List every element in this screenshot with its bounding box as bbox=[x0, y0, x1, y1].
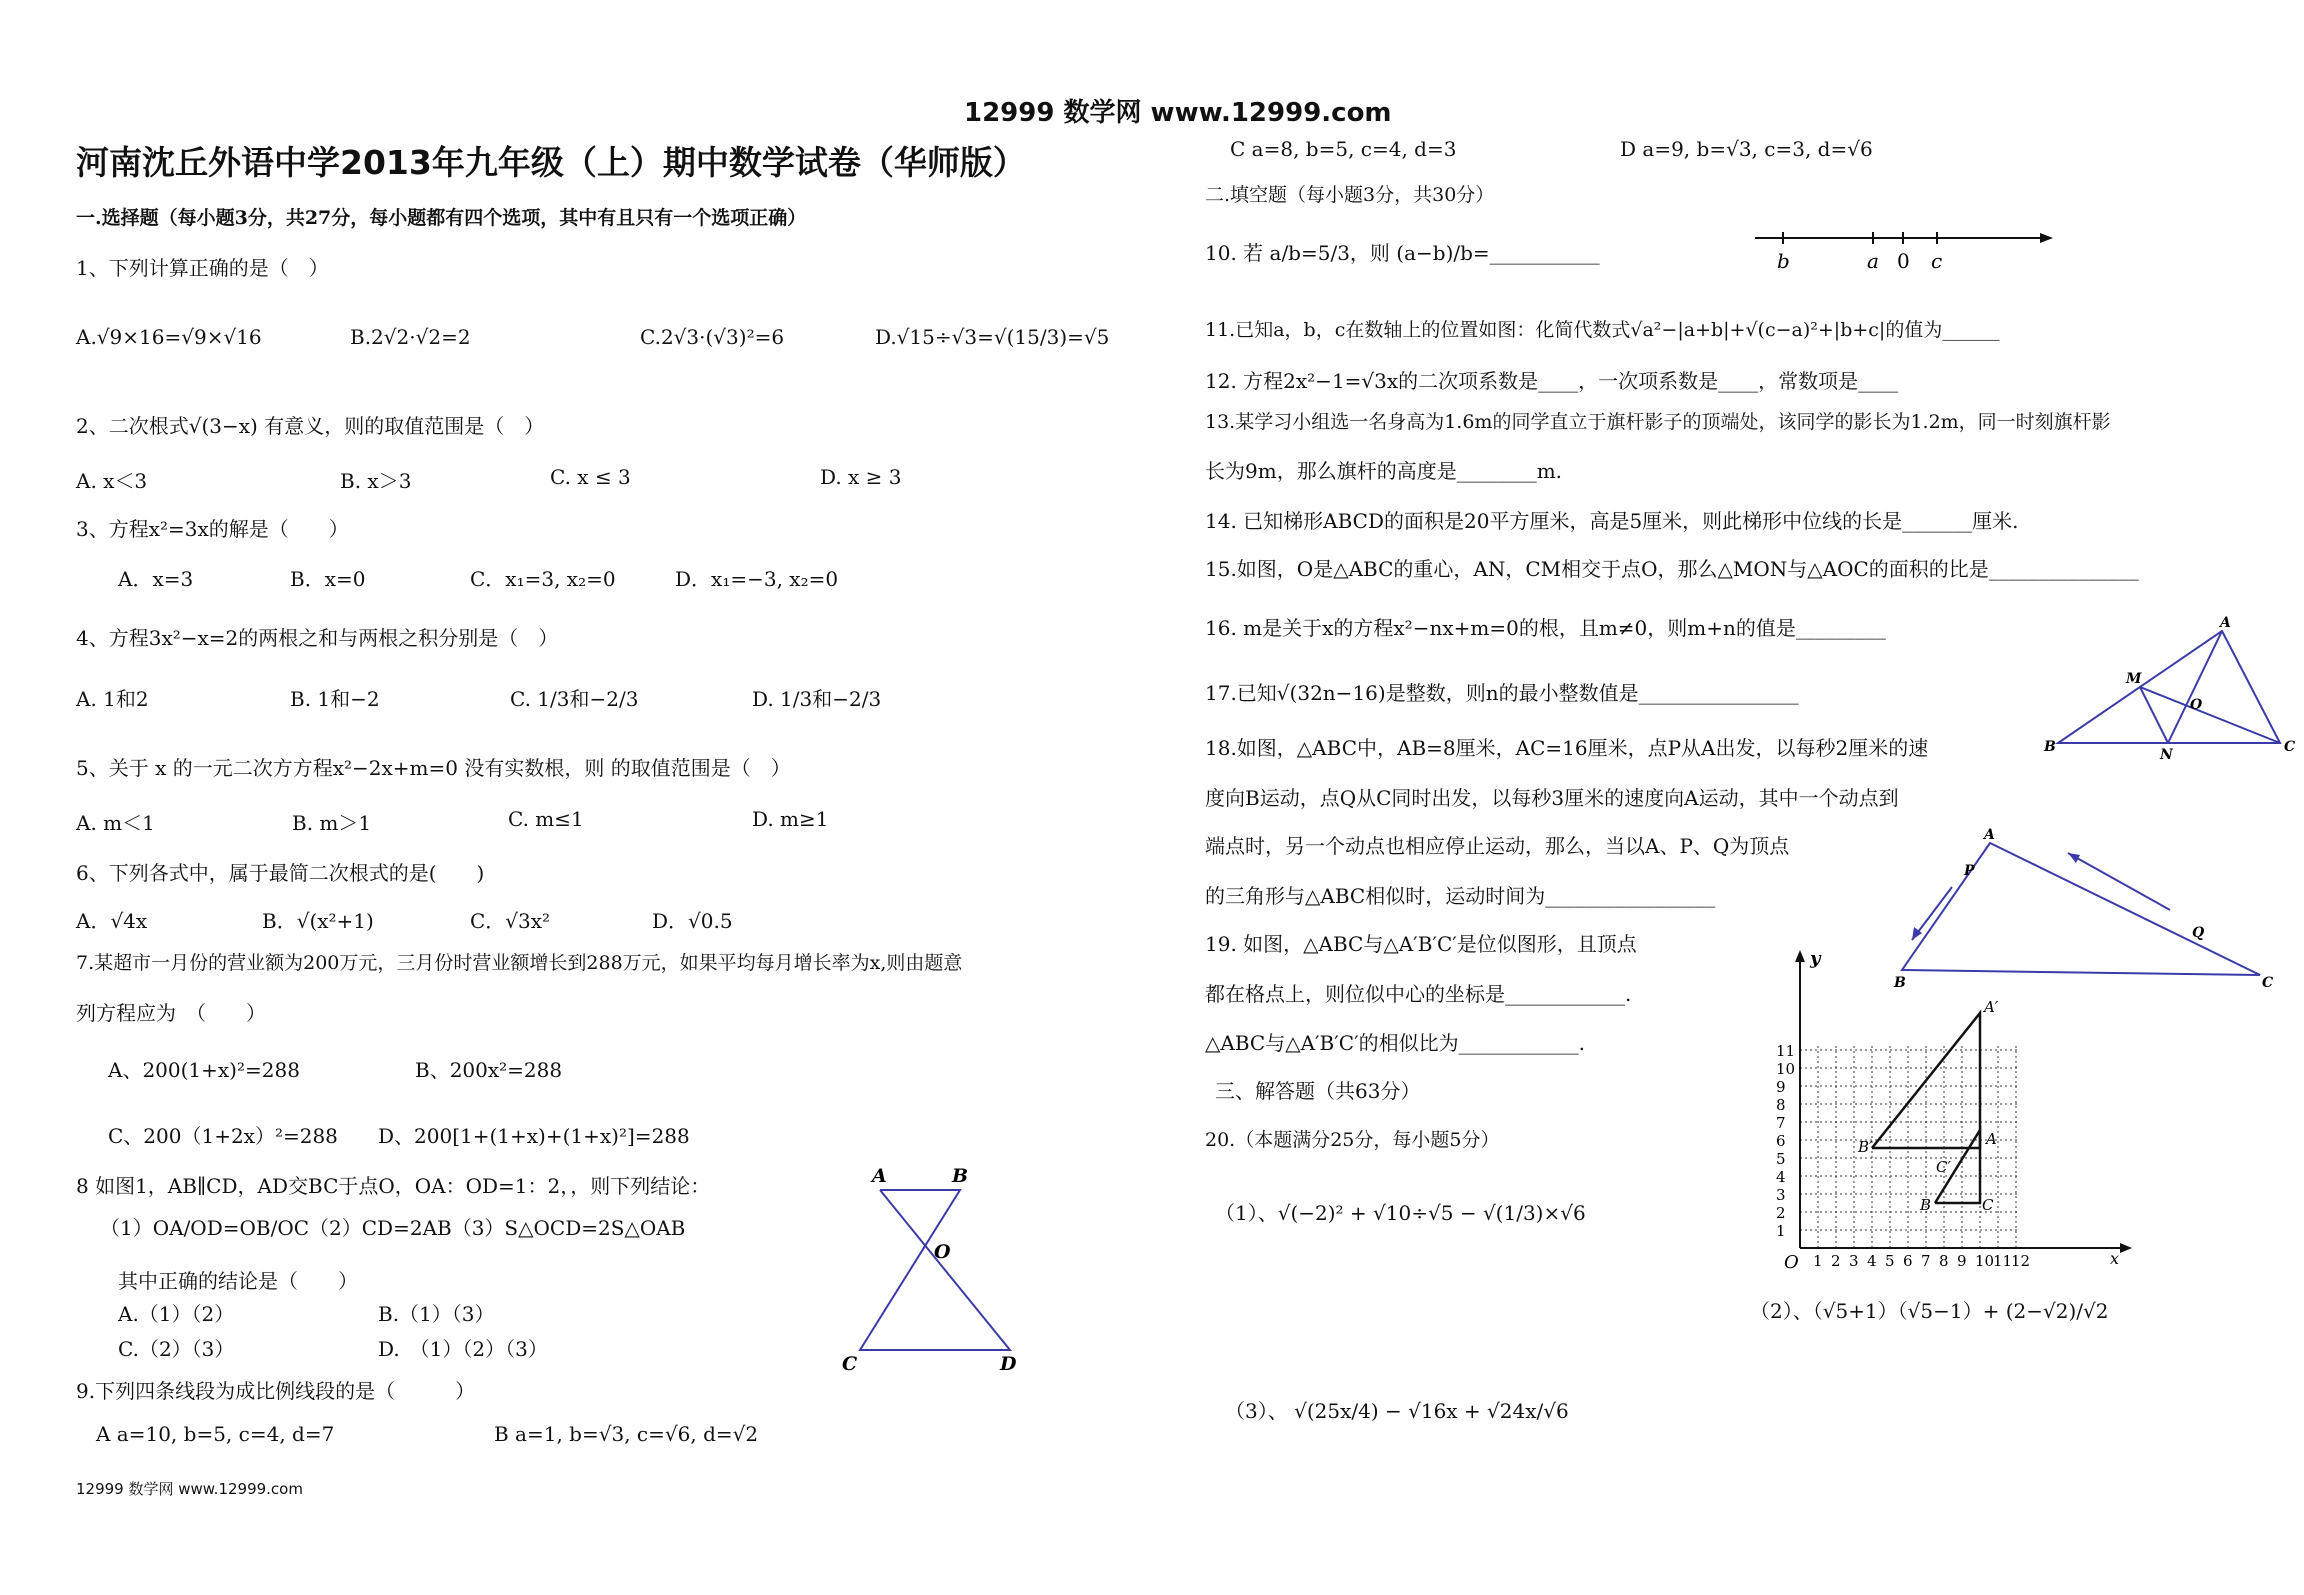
q5-option-a[interactable]: A. m＜1 bbox=[76, 811, 155, 835]
fig15-label-n: N bbox=[2160, 747, 2173, 760]
fig18-label-c: C bbox=[2262, 975, 2274, 991]
q3-text: 3、方程x²=3x的解是（ ） bbox=[76, 517, 349, 541]
q2-text: 2、二次根式√(3−x) 有意义，则的取值范围是（ ） bbox=[76, 414, 545, 438]
q12-text: 12. 方程2x²−1=√3x的二次项系数是____，一次项系数是____，常数项是____ bbox=[1205, 369, 1899, 393]
numline-label-zero: 0 bbox=[1897, 249, 1910, 273]
grid-x-tick: 2 bbox=[1831, 1252, 1841, 1270]
q1-option-d[interactable]: D.√15÷√3=√(15/3)=√5 bbox=[875, 325, 1110, 349]
q16-text: 16. m是关于x的方程x²−nx+m=0的根，且m≠0，则m+n的值是_________ bbox=[1205, 616, 1886, 640]
q4-option-b[interactable]: B. 1和−2 bbox=[290, 687, 380, 711]
q1-text: 1、下列计算正确的是（ ） bbox=[76, 256, 329, 280]
q7-text: 7.某超市一月份的营业额为200万元，三月份时营业额增长到288万元，如果平均每月增长率为x,则由题意 bbox=[76, 952, 963, 974]
q9-option-c[interactable]: C a=8, b=5, c=4, d=3 bbox=[1230, 137, 1457, 161]
q1-option-b[interactable]: B.2√2·√2=2 bbox=[350, 325, 471, 349]
fig15-label-o: O bbox=[2190, 697, 2203, 713]
q6-option-b[interactable]: B．√(x²+1) bbox=[262, 909, 374, 933]
grid-y-tick: 7 bbox=[1776, 1114, 1786, 1132]
grid-y-tick: 4 bbox=[1776, 1168, 1786, 1186]
section-answer-heading: 三、解答题（共63分） bbox=[1215, 1079, 1421, 1103]
q7-option-b[interactable]: B、200x²=288 bbox=[415, 1058, 563, 1082]
q10-text: 10. 若 a/b=5/3，则 (a−b)/b=___________ bbox=[1205, 241, 1600, 265]
numline-label-c: c bbox=[1931, 249, 1943, 273]
grid-label-a: A bbox=[1986, 1130, 1997, 1148]
grid-y-tick: 5 bbox=[1776, 1150, 1786, 1168]
grid-y-tick: 9 bbox=[1776, 1078, 1786, 1096]
fig18-label-a: A bbox=[1984, 827, 1995, 843]
fig1-label-d: D bbox=[1000, 1353, 1017, 1375]
q6-option-a[interactable]: A．√4x bbox=[76, 909, 148, 933]
q2-option-a[interactable]: A. x＜3 bbox=[76, 469, 148, 493]
grid-x-tick: 5 bbox=[1885, 1252, 1895, 1270]
q5-option-d[interactable]: D. m≥1 bbox=[752, 807, 829, 831]
grid-x-tick: 11 bbox=[1993, 1252, 2013, 1270]
fig18-label-b: B bbox=[1894, 975, 1906, 991]
q20-part3: （3）、 √(25x/4) − √16x + √24x/√6 bbox=[1225, 1399, 1569, 1423]
grid-label-origin: O bbox=[1784, 1252, 1799, 1270]
q13-text-line2: 长为9m，那么旗杆的高度是________m. bbox=[1205, 459, 1563, 483]
fig15-label-c: C bbox=[2284, 739, 2296, 755]
q3-option-d[interactable]: D．x₁=−3, x₂=0 bbox=[675, 567, 839, 591]
figure-q15-triangle bbox=[2040, 615, 2300, 760]
fig15-label-a: A bbox=[2220, 615, 2231, 631]
q13-text: 13.某学习小组选一名身高为1.6m的同学直立于旗杆影子的顶端处，该同学的影长为1.2m，同一时刻旗杆影 bbox=[1205, 411, 2111, 433]
q7-option-a[interactable]: A、200(1+x)²=288 bbox=[108, 1058, 300, 1082]
grid-label-c-prime: C′ bbox=[1936, 1158, 1951, 1176]
q5-option-b[interactable]: B. m＞1 bbox=[292, 811, 372, 835]
q18-text-line2: 度向B运动，点Q从C同时出发，以每秒3厘米的速度向A运动，其中一个动点到 bbox=[1205, 786, 1899, 810]
q7-option-c[interactable]: C、200（1+2x）²=288 bbox=[108, 1124, 338, 1148]
grid-x-tick: 3 bbox=[1849, 1252, 1859, 1270]
grid-y-tick: 1 bbox=[1776, 1222, 1786, 1240]
grid-label-c: C bbox=[1982, 1196, 1994, 1214]
q17-text: 17.已知√(32n−16)是整数，则n的最小整数值是________________ bbox=[1205, 681, 1799, 705]
q8-question: 其中正确的结论是（ ） bbox=[118, 1269, 358, 1293]
q9-text: 9.下列四条线段为成比例线段的是（ ） bbox=[76, 1379, 476, 1403]
grid-label-b: B bbox=[1920, 1196, 1932, 1214]
q4-text: 4、方程3x²−x=2的两根之和与两根之积分别是（ ） bbox=[76, 626, 559, 650]
q1-option-a[interactable]: A.√9×16=√9×√16 bbox=[76, 325, 262, 349]
q19-text-line2: 都在格点上，则位似中心的坐标是____________. bbox=[1205, 982, 1632, 1006]
fig18-label-q: Q bbox=[2192, 925, 2205, 941]
q2-option-b[interactable]: B. x＞3 bbox=[340, 469, 412, 493]
fig15-label-m: M bbox=[2126, 671, 2142, 687]
page-title: 河南沈丘外语中学2013年九年级（上）期中数学试卷（华师版） bbox=[76, 143, 1026, 182]
q8-text: 8 如图1，AB∥CD，AD交BC于点O，OA：OD=1：2，，则下列结论： bbox=[76, 1174, 711, 1198]
fig1-label-a: A bbox=[872, 1165, 887, 1187]
q8-conclusions: （1）OA/OD=OB/OC（2）CD=2AB（3）S△OCD=2S△OAB bbox=[100, 1216, 686, 1240]
q6-option-c[interactable]: C．√3x² bbox=[470, 909, 551, 933]
grid-x-tick: 9 bbox=[1957, 1252, 1967, 1270]
q6-option-d[interactable]: D．√0.5 bbox=[652, 909, 733, 933]
grid-label-x: x bbox=[2110, 1249, 2120, 1268]
fig1-label-o: O bbox=[934, 1241, 951, 1263]
q11-text: 11.已知a，b，c在数轴上的位置如图：化简代数式√a²−|a+b|+√(c−a)²+|b+c|的值为______ bbox=[1205, 319, 2000, 341]
grid-x-tick: 7 bbox=[1921, 1252, 1931, 1270]
q3-option-a[interactable]: A．x=3 bbox=[118, 567, 194, 591]
q8-option-b[interactable]: B.（1）（3） bbox=[378, 1302, 495, 1326]
grid-x-tick: 8 bbox=[1939, 1252, 1949, 1270]
q9-option-b[interactable]: B a=1, b=√3, c=√6, d=√2 bbox=[494, 1422, 759, 1446]
section-fill-heading: 二.填空题（每小题3分，共30分） bbox=[1205, 184, 1495, 206]
q3-option-b[interactable]: B．x=0 bbox=[290, 567, 366, 591]
grid-y-tick: 6 bbox=[1776, 1132, 1786, 1150]
q4-option-c[interactable]: C. 1/3和−2/3 bbox=[510, 687, 639, 711]
grid-y-tick: 8 bbox=[1776, 1096, 1786, 1114]
grid-x-tick: 6 bbox=[1903, 1252, 1913, 1270]
site-header: 12999 数学网 www.12999.com bbox=[964, 98, 1392, 128]
q9-option-a[interactable]: A a=10, b=5, c=4, d=7 bbox=[96, 1422, 335, 1446]
q7-option-d[interactable]: D、200[1+(1+x)+(1+x)²]=288 bbox=[378, 1124, 690, 1148]
grid-y-tick: 3 bbox=[1776, 1186, 1786, 1204]
grid-y-tick: 11 bbox=[1776, 1042, 1796, 1060]
grid-x-tick: 4 bbox=[1867, 1252, 1877, 1270]
q18-text-line3: 端点时，另一个动点也相应停止运动，那么，当以A、P、Q为顶点 bbox=[1205, 834, 1790, 858]
q4-option-d[interactable]: D. 1/3和−2/3 bbox=[752, 687, 882, 711]
grid-label-a-prime: A′ bbox=[1984, 998, 1999, 1016]
fig15-label-b: B bbox=[2044, 739, 2056, 755]
fig18-label-p: P bbox=[1964, 863, 1975, 879]
q7-text-line2: 列方程应为 （ ） bbox=[76, 1001, 266, 1025]
q8-option-c[interactable]: C.（2）（3） bbox=[118, 1337, 235, 1361]
q6-text: 6、下列各式中，属于最简二次根式的是( ) bbox=[76, 861, 485, 885]
q2-option-d[interactable]: D. x ≥ 3 bbox=[820, 465, 902, 489]
q19-text: 19. 如图，△ABC与△A′B′C′是位似图形，且顶点 bbox=[1205, 932, 1637, 956]
grid-y-tick: 10 bbox=[1776, 1060, 1796, 1078]
numline-label-b: b bbox=[1777, 249, 1790, 273]
q15-text: 15.如图，O是△ABC的重心，AN，CM相交于点O，那么△MON与△AOC的面积的比是_______________ bbox=[1205, 557, 2139, 581]
grid-x-tick: 12 bbox=[2011, 1252, 2031, 1270]
q8-option-a[interactable]: A.（1）（2） bbox=[118, 1302, 235, 1326]
q20-text: 20.（本题满分25分，每小题5分） bbox=[1205, 1129, 1500, 1151]
figure-q19-grid bbox=[1760, 950, 2140, 1270]
q20-part1: （1）、√(−2)² + √10÷√5 − √(1/3)×√6 bbox=[1215, 1201, 1586, 1225]
grid-y-tick: 2 bbox=[1776, 1204, 1786, 1222]
q1-option-c[interactable]: C.2√3·(√3)²=6 bbox=[640, 325, 785, 349]
q8-option-d[interactable]: D. （1）（2）（3） bbox=[378, 1337, 548, 1361]
fig1-label-b: B bbox=[952, 1165, 969, 1187]
q20-part2: （2）、（√5+1）（√5−1）+ (2−√2)/√2 bbox=[1750, 1299, 2109, 1323]
numline-label-a: a bbox=[1867, 249, 1879, 273]
grid-label-b-prime: B′ bbox=[1858, 1138, 1873, 1156]
fig1-label-c: C bbox=[842, 1353, 858, 1375]
q18-text: 18.如图，△ABC中，AB=8厘米，AC=16厘米，点P从A出发，以每秒2厘米的速 bbox=[1205, 736, 1929, 760]
grid-x-tick: 10 bbox=[1975, 1252, 1995, 1270]
number-line-figure bbox=[1755, 222, 2055, 274]
q3-option-c[interactable]: C．x₁=3, x₂=0 bbox=[470, 567, 616, 591]
section-choice-heading: 一.选择题（每小题3分，共27分，每小题都有四个选项，其中有且只有一个选项正确） bbox=[76, 207, 807, 229]
q5-text: 5、关于 x 的一元二次方方程x²−2x+m=0 没有实数根，则 的取值范围是（ ） bbox=[76, 756, 791, 780]
q5-option-c[interactable]: C. m≤1 bbox=[508, 807, 584, 831]
page-footer: 12999 数学网 www.12999.com bbox=[76, 1480, 303, 1498]
q2-option-c[interactable]: C. x ≤ 3 bbox=[550, 465, 631, 489]
q19-text-line3: △ABC与△A′B′C′的相似比为____________. bbox=[1205, 1031, 1585, 1055]
grid-x-tick: 1 bbox=[1813, 1252, 1823, 1270]
grid-label-y: y bbox=[1810, 950, 1821, 969]
q18-text-line4: 的三角形与△ABC相似时，运动时间为_________________ bbox=[1205, 884, 1716, 908]
q9-option-d[interactable]: D a=9, b=√3, c=3, d=√6 bbox=[1620, 137, 1873, 161]
q4-option-a[interactable]: A. 1和2 bbox=[76, 687, 149, 711]
q14-text: 14. 已知梯形ABCD的面积是20平方厘米，高是5厘米，则此梯形中位线的长是_______厘米. bbox=[1205, 509, 2019, 533]
figure-1-hourglass bbox=[830, 1160, 1030, 1380]
